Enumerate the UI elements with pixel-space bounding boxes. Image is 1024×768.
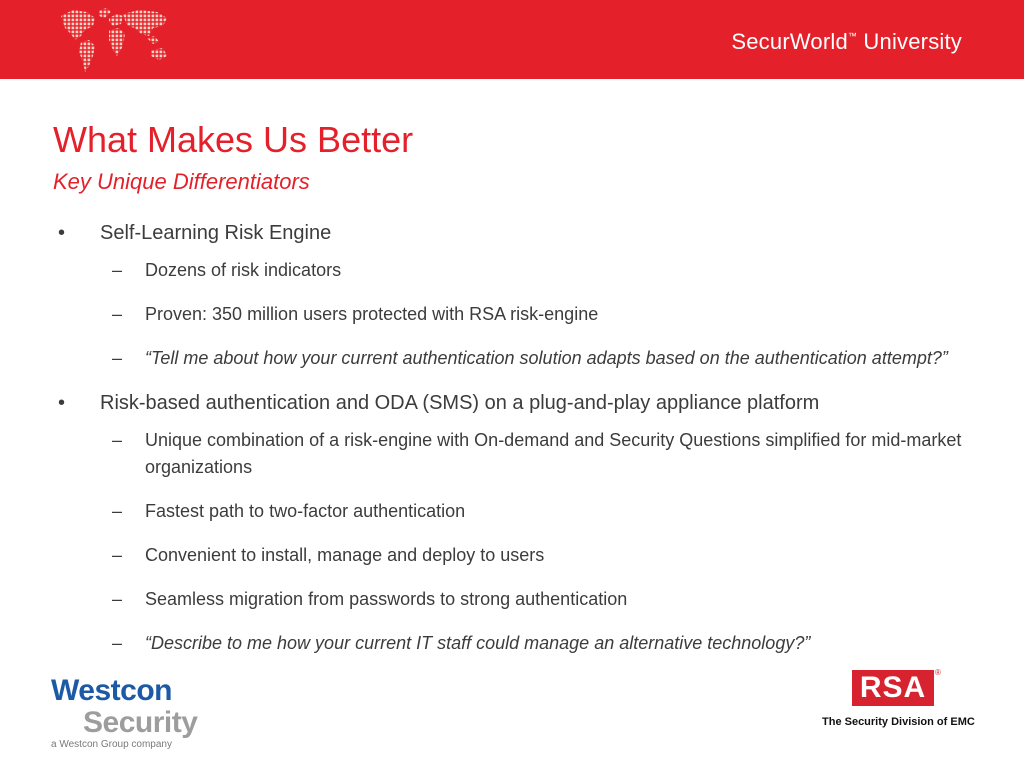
sub-bullet-item: [100, 586, 978, 613]
sub-bullet-item: [100, 301, 978, 328]
brand-suffix: University: [857, 29, 962, 54]
sub-bullet-list: [100, 257, 978, 372]
header-banner: [0, 0, 1024, 79]
sub-bullet-text: Fastest path to two-factor authentication: [145, 501, 466, 521]
sub-bullet-item: [100, 498, 978, 525]
rsa-logo-mark: RSA: [852, 670, 934, 706]
sub-bullet-text: Proven: 350 million users protected with RSA risk-engine: [145, 304, 599, 324]
registered-mark: ®: [935, 668, 941, 677]
sub-bullet-item: [100, 257, 978, 284]
sub-bullet-text: Unique combination of a risk-engine with On-demand and Security Questions simplified for mid-market organizations: [145, 430, 962, 477]
bullet-text: Self-Learning Risk Engine: [100, 222, 332, 244]
westcon-tagline: a Westcon Group company: [51, 739, 172, 750]
slide-title: What Makes Us Better: [53, 119, 414, 160]
rsa-tagline: The Security Division of EMC: [822, 716, 975, 728]
westcon-logo-word: Westcon: [51, 674, 172, 707]
dash-marker: –: [112, 633, 123, 653]
brand-name: SecurWorld: [731, 29, 848, 54]
sub-bullet-text: “Describe to me how your current IT staff could manage an alternative technology?”: [145, 633, 811, 653]
sub-bullet-text: Seamless migration from passwords to strong authentication: [145, 589, 628, 609]
dash-marker: –: [112, 430, 123, 450]
brand-title: [731, 29, 962, 55]
dash-marker: –: [112, 304, 123, 324]
sub-bullet-list: [100, 427, 978, 657]
bullet-marker: •: [58, 222, 66, 244]
rsa-logo: [818, 668, 975, 738]
sub-bullet-item: [100, 427, 978, 481]
dash-marker: –: [112, 545, 123, 565]
westcon-security-logo: [51, 674, 211, 754]
slide-subtitle: Key Unique Differentiators: [53, 169, 310, 194]
bullet-item: [58, 219, 978, 372]
bullet-text: Risk-based authentication and ODA (SMS) on a plug-and-play appliance platform: [100, 392, 820, 414]
bullet-item: [58, 389, 978, 657]
sub-bullet-item: [100, 630, 978, 657]
sub-bullet-text: Dozens of risk indicators: [145, 260, 342, 280]
bullet-list: [58, 219, 978, 674]
dash-marker: –: [112, 260, 123, 280]
dash-marker: –: [112, 589, 123, 609]
sub-bullet-text: Convenient to install, manage and deploy to users: [145, 545, 545, 565]
world-map-icon: [55, 6, 173, 74]
bullet-marker: •: [58, 392, 66, 414]
sub-bullet-text: “Tell me about how your current authentication solution adapts based on the authentication attempt?”: [145, 348, 948, 368]
trademark-symbol: ™: [847, 31, 858, 41]
dash-marker: –: [112, 501, 123, 521]
security-logo-word: Security: [83, 706, 198, 739]
sub-bullet-item: [100, 345, 978, 372]
dash-marker: –: [112, 348, 123, 368]
sub-bullet-item: [100, 542, 978, 569]
